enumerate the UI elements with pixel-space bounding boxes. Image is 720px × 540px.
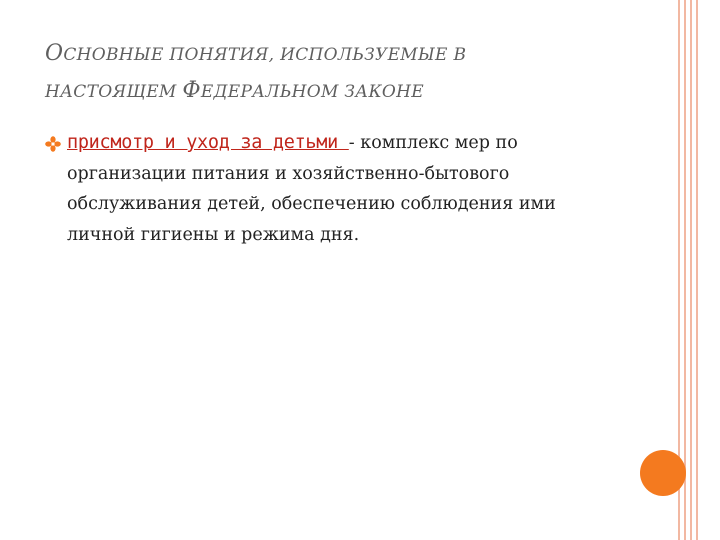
bullet-text — [67, 128, 625, 250]
term-definition: - комплекс мер по организации питания и хозяйственно-бытового обслуживания детей, обеспечению соблюдения ими личной гигиены и режима дня. — [67, 133, 556, 245]
bullet-item — [45, 128, 625, 250]
flower-bullet-icon — [45, 136, 61, 152]
title-capital: О — [45, 41, 64, 66]
title-capital: Ф — [182, 78, 201, 103]
frame-line — [696, 0, 698, 540]
frame-line — [684, 0, 686, 540]
title-line-1 — [45, 36, 645, 73]
defined-term: присмотр и уход за детьми — [67, 132, 349, 153]
title-text: ЕДЕРАЛЬНОМ ЗАКОНЕ — [200, 82, 424, 102]
frame-line — [690, 0, 692, 540]
title-text: СНОВНЫЕ ПОНЯТИЯ, ИСПОЛЬЗУЕМЫЕ В — [63, 45, 467, 65]
slide-title — [45, 36, 645, 110]
title-text: НАСТОЯЩЕМ — [45, 82, 183, 102]
title-line-2 — [45, 73, 645, 110]
decorative-circle — [640, 450, 686, 496]
